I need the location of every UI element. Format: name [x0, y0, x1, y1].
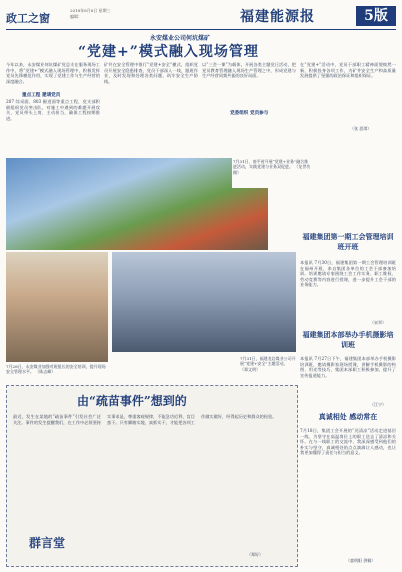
lead-col4: 在“党建+”活动中，党员干部职工精神面貌焕然一新，积极投身各项工作，为矿井安全生产和高质量发展提供了坚强的政治保证和组织保证。: [300, 62, 396, 79]
lower-left-credit: （陈志峰）: [35, 369, 56, 375]
side2-credit: （江宁）: [370, 402, 386, 407]
side2-text: 本报讯 7月27日下午，福建集团本部举办手机摄影培训班，邀请摄影家现场授课，讲解手机摄影的构图、用光等技巧，集团本部职工积极参加，提升了宣传报道能力。: [300, 356, 396, 378]
editor-line: 编辑：: [70, 14, 82, 19]
date-line: 2018年8月8日 星期三: [70, 8, 111, 13]
lower-left-caption-text: 7月28日，永安煤业加强对班组长的安全培训，提升现场安全管理水平。: [6, 364, 106, 375]
lead-subhead-1: 重点工程 邀请党员: [22, 93, 61, 98]
side2-title: 福建集团本部举办手机摄影培训班: [302, 330, 394, 349]
lead-headline: “党建+”模式融入现场管理: [78, 44, 259, 60]
paper-name: 福建能源报: [240, 9, 315, 25]
lower-mid-photo: [112, 252, 296, 352]
main-photo-caption: [232, 158, 312, 188]
bottom-feature-box: [6, 385, 298, 567]
essay-credit: （童明阳 供稿）: [346, 558, 376, 563]
essay-text: 7月18日，集团工会开展的“送清凉”活动走进基层一线，为坚守在高温岗位上的职工送去了清凉和关怀。在与一线职工的交流中，我深深感受到他们的朴实与坚守，真诚相处的点点滴滴让人感动，也让我更加懂得了责任与担当的意义。: [300, 428, 396, 456]
lead-col3: 以“三会一课”为载体，开展各类主题党日活动，把党员教育管理融入现场生产管理之中，形成党建与生产经营同频共振的良好局面。: [202, 62, 296, 79]
lead-col1: 今年以来，永安煤业何坑煤矿党总支在服务现场工作中，将“党建+”模式融入现场管理中，积极发挥党员先锋模范作用，实现了党建工作与生产经营的深度融合。: [6, 62, 100, 84]
lead-subhead-2: 党委组织 党员参与: [230, 111, 269, 116]
section-title: 政工之窗: [6, 12, 50, 25]
side1-title: 福建集团第一期工会管理培训班开班: [302, 232, 394, 251]
side1-text: 本报讯 7月30日，福建集团第一期工会管理培训班在福州开班，来自集团各单位的工会干部参加培训。培训邀请专家围绕工会工作实务、职工维权、劳动竞赛等内容进行授课，进一步提升工会干部的业务能力。: [300, 260, 396, 288]
bottom-feature-text: 最近，发生在某地的“疏苗事件”引发社会广泛关注。事件的发生提醒我们，在工作中必须坚持实事求是，尊重客观规律，不能急功近利、盲目蛮干。只有脚踏实地、真抓实干，才能把各项工作做实做好，经得起历史和群众的检验。: [13, 414, 277, 425]
bottom-feature-column-name: 群言堂: [29, 536, 66, 550]
lead-kicker: 永安煤业公司何坑煤矿: [150, 35, 211, 42]
bottom-feature-title: 由“疏苗事件”想到的: [77, 394, 187, 408]
lower-left-photo: [6, 252, 108, 362]
lower-mid-caption-text: 7月31日，福建龙岩煤业公司开展“党建+安全”主题活动。: [240, 356, 296, 367]
lead-byline: （张 思琪）: [350, 126, 372, 131]
lower-mid-caption: [240, 356, 296, 386]
masthead: [0, 0, 402, 30]
bottom-feature-credit: （郑好）: [247, 552, 263, 557]
masthead-rule: [6, 29, 396, 30]
main-photo-credit: （龙世功 摄）: [233, 164, 311, 175]
lead-col2: 矿井在安全管理中推行“党建+安全”模式，组织党员开展安全隐患排查，党员干部深入一线，跟班作业，及时发现和处理各类问题，筑牢安全生产防线。: [104, 62, 198, 84]
lower-left-caption: [6, 364, 108, 384]
main-photo: [6, 158, 268, 250]
essay-title: 真诚相处 感动常在: [318, 412, 378, 421]
main-photo-caption-text: 7月31日，南平省开展“党建+业务”融合推进活动，实践党建与业务双促进。: [233, 159, 309, 170]
side1-credit: （宋翠）: [370, 320, 386, 325]
page-number-badge: 5版: [356, 6, 396, 26]
lead-col1b: 207 综采面、803 掘进面等重点工程，党支部积极组织党员突击队，对施工中遇到的难题开展攻关，党员带头上岗、主动担当，确保工程按期推进。: [6, 99, 100, 121]
lower-mid-credit: （郑文明）: [240, 366, 260, 372]
